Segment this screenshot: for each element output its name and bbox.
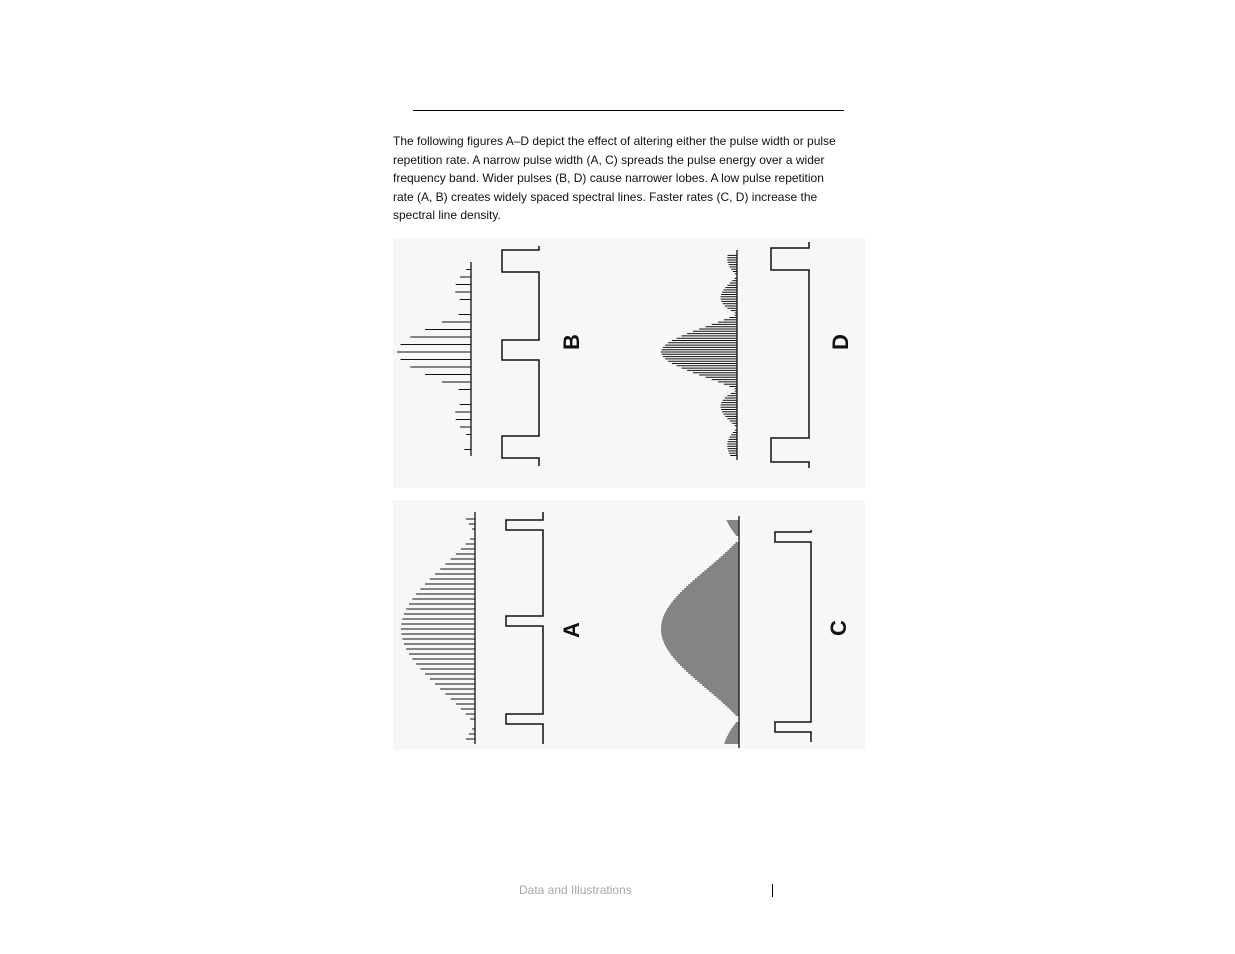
panel-label-b: B [559, 334, 584, 350]
panel-label-a: A [559, 622, 584, 638]
panel-background-d [629, 238, 865, 488]
footer-text: Data and Illustrations [519, 883, 632, 897]
footer-divider [772, 884, 773, 897]
header-rule [413, 110, 844, 111]
panel-label-d: D [828, 334, 853, 350]
panel-background-b [393, 238, 629, 488]
figure-svg [393, 238, 865, 750]
panel-label-c: C [826, 620, 851, 636]
panel-background-a [393, 500, 629, 750]
pulse-spectrum-figure [393, 238, 865, 750]
body-paragraph: The following figures A–D depict the effect of altering either the pulse width or pulse repetition rate. A narrow pulse width (A, C) spreads the pulse energy over a wider frequency band. Wider pulses (B, D) cause narrower lobes. A low pulse repetition rate (A, B) creates widely spaced spectral lines. Faster rates (C, D) increase the spectral line density. [393, 134, 836, 223]
